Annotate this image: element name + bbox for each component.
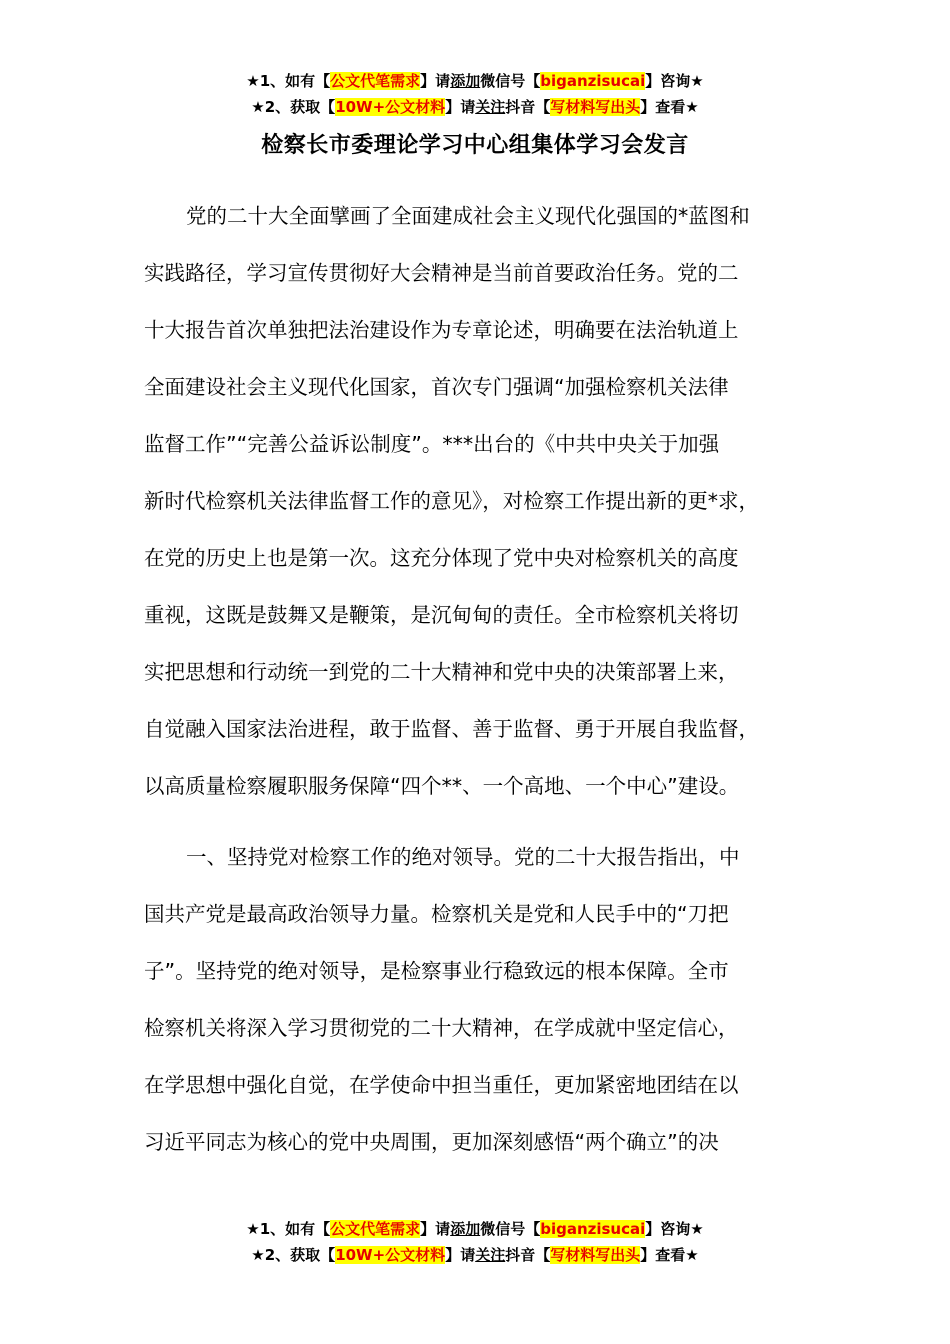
highlight-wechat-id: biganzisucai [540,1220,646,1238]
banner-line-2: ★2、获取【10W+公文材料】请关注抖音【写材料写出头】查看★ [251,1246,699,1264]
banner-line-1: ★1、如有【公文代笔需求】请添加微信号【biganzisucai】咨询★ [246,72,704,90]
highlight-douyin: 写材料写出头 [550,98,641,116]
footer-banner [0,1216,950,1268]
paragraph-1: 党的二十大全面擘画了全面建成社会主义现代化强国的*蓝图和 实践路径，学习宣传贯彻好大会精神是当前首要政治任务。党的二 十大报告首次单独把法治建设作为专章论述，明确要在法治轨道上 全面建设社会主义现代化国家，首次专门强调“加强检察机关法律 监督工作”“完善公益诉讼制度”。***出台的《中共中央关于加强 新时代检察机关法律监督工作的意见》，对检察工作提出新的更*求， 在党的历史上也是第一次。这充分体现了党中央对检察机关的高度 重视，这既是鼓舞又是鞭策，是沉甸甸的责任。全市检察机关将切 实把思想和行动统一到党的二十大精神和党中央的决策部署上来， 自觉融入国家法治进程，敢于监督、善于监督、勇于开展自我监督， 以高质量检察履职服务保障“四个**、一个高地、一个中心”建设。 [144,204,759,798]
highlight-service: 公文代笔需求 [330,72,421,90]
highlight-materials: 10W+公文材料 [335,1246,446,1264]
header-banner [0,68,950,120]
paragraph-2: 一、坚持党对检察工作的绝对领导。党的二十大报告指出，中 国共产党是最高政治领导力量。检察机关是党和人民手中的“刀把 子”。坚持党的绝对领导，是检察事业行稳致远的根本保障。全市 检察机关将深入学习贯彻党的二十大精神，在学成就中坚定信心， 在学思想中强化自觉，在学使命中担当重任，更加紧密地团结在以 习近平同志为核心的党中央周围，更加深刻感悟“两个确立”的决 [144,845,740,1154]
paragraph-gap [144,815,816,829]
document-title: 检察长市委理论学习中心组集体学习会发言 [261,133,689,158]
banner-line-1: ★1、如有【公文代笔需求】请添加微信号【biganzisucai】咨询★ [246,1220,704,1238]
highlight-materials: 10W+公文材料 [335,98,446,116]
highlight-douyin: 写材料写出头 [550,1246,641,1264]
highlight-service: 公文代笔需求 [330,1220,421,1238]
document-body [144,188,816,1171]
banner-line-2: ★2、获取【10W+公文材料】请关注抖音【写材料写出头】查看★ [251,98,699,116]
highlight-wechat-id: biganzisucai [540,72,646,90]
